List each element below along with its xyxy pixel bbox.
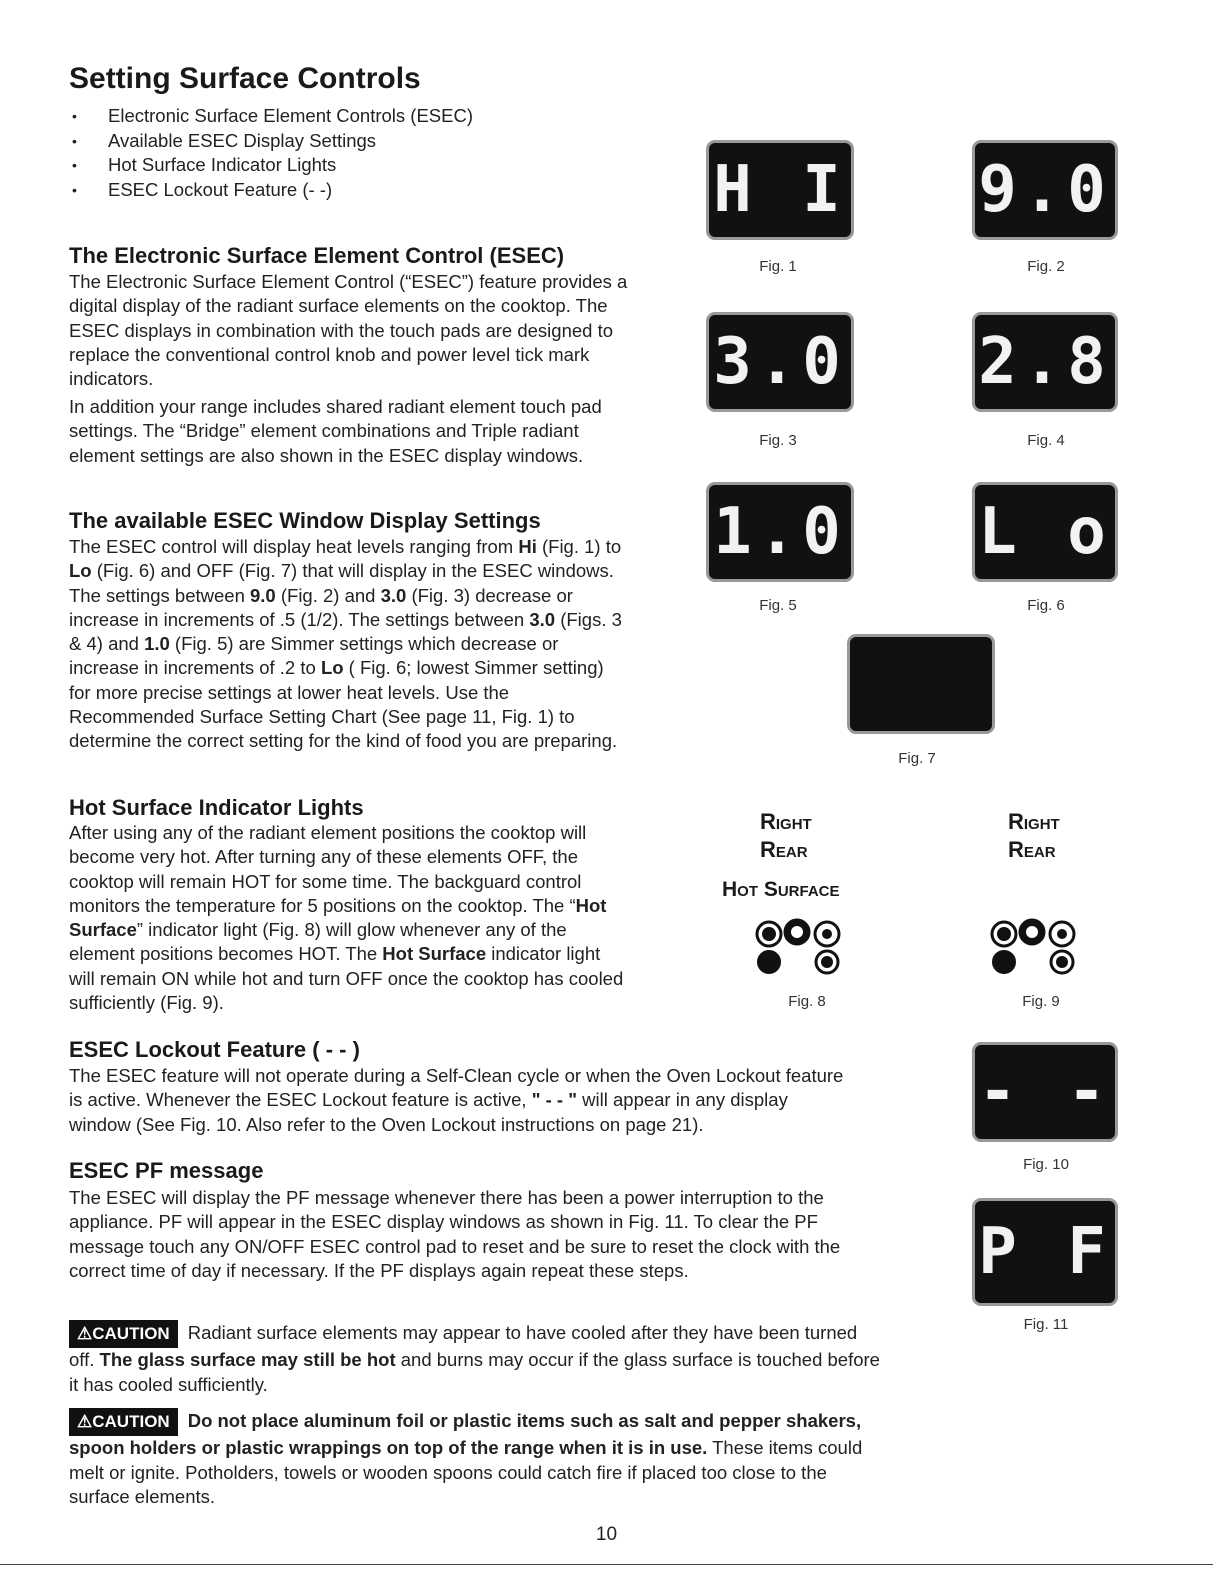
- burner-indicator-fig8: [755, 918, 845, 978]
- figure-caption: Fig. 7: [898, 750, 936, 767]
- page-number: 10: [595, 1524, 618, 1545]
- esec-paragraph-1: The Electronic Surface Element Control (“ESEC”) feature provides a digital display of the radiant surface elements on the cooktop. The ESEC displays in combination with the touch pads are designed to replace the conventional control knob and power level tick mark indicators.: [69, 271, 628, 390]
- figure-caption: Fig. 9: [1022, 993, 1060, 1010]
- bottom-rule: [0, 1564, 1213, 1565]
- indicator-label-fig9: Right Rear: [1008, 809, 1060, 862]
- figure-caption: Fig. 10: [1023, 1156, 1069, 1173]
- figure-caption: Fig. 8: [788, 993, 826, 1010]
- section-heading-hot: Hot Surface Indicator Lights: [69, 795, 364, 820]
- section-heading-available: The available ESEC Window Display Settings: [69, 508, 541, 533]
- page-title: Setting Surface Controls: [69, 62, 421, 95]
- esec-paragraph-2: In addition your range includes shared radiant element touch pad settings. The “Bridge” element combinations and Triple radiant element settings are also shown in the ESEC display windows.: [69, 396, 602, 466]
- figure-caption: Fig. 2: [1027, 258, 1065, 275]
- figure-caption: Fig. 5: [759, 597, 797, 614]
- figure-caption: Fig. 4: [1027, 432, 1065, 449]
- section-heading-pf: ESEC PF message: [69, 1158, 264, 1183]
- warning-icon: ⚠: [77, 1324, 93, 1343]
- esec-display-fig3: 3.0: [706, 312, 854, 412]
- burner-indicator-fig9: [990, 918, 1080, 978]
- burner-icon: [757, 920, 839, 973]
- esec-display-fig6: L o: [972, 482, 1118, 582]
- figure-caption: Fig. 1: [759, 258, 797, 275]
- esec-display-fig5: 1.0: [706, 482, 854, 582]
- caution-label: ⚠CAUTION: [69, 1408, 178, 1436]
- list-item: • Available ESEC Display Settings: [72, 129, 473, 154]
- caution-1: ⚠CAUTION Radiant surface elements may appear to have cooled after they have been turned off. The glass surface may still be hot and burns may occur if the glass surface is touched before it has cooled sufficiently.: [69, 1322, 880, 1395]
- esec-display-fig1: H I: [706, 140, 854, 240]
- list-item: • ESEC Lockout Feature (- -): [72, 178, 473, 203]
- esec-display-fig11: P F: [972, 1198, 1118, 1306]
- topic-list: [72, 104, 473, 202]
- caution-2: ⚠CAUTION Do not place aluminum foil or plastic items such as salt and pepper shakers, spoon holders or plastic wrappings on top of the range when it is in use. These items could melt or ignite. Potholders, towels or wooden spoons could catch fire if placed too close to the surface elements.: [69, 1410, 863, 1507]
- list-item: • Hot Surface Indicator Lights: [72, 153, 473, 178]
- esec-display-fig7: [847, 634, 995, 734]
- esec-display-fig2: 9.0: [972, 140, 1118, 240]
- pf-paragraph: The ESEC will display the PF message whenever there has been a power interruption to the appliance. PF will appear in the ESEC display windows as shown in Fig. 11. To clear the PF message touch any ON/OFF ESEC control pad to reset and be sure to reset the clock with the correct time of day if necessary. If the PF displays again repeat these steps.: [69, 1187, 841, 1281]
- indicator-label-fig8: Right Rear: [760, 809, 812, 862]
- hot-paragraph: After using any of the radiant element positions the cooktop will become very hot. After turning any of these elements OFF, the cooktop will remain HOT for some time. The backguard control monitors the temperature for 5 positions on the cooktop. The “Hot Surface” indicator light (Fig. 8) will glow whenever any of the element positions becomes HOT. The Hot Surface indicator light will remain ON while hot and turn OFF once the cooktop has cooled sufficiently (Fig. 9).: [69, 822, 624, 1014]
- lockout-paragraph: The ESEC feature will not operate during a Self-Clean cycle or when the Oven Lockout feature is active. Whenever the ESEC Lockout feature is active, " - - " will appear in any display window (See Fig. 10. Also refer to the Oven Lockout instructions on page 21).: [69, 1065, 844, 1135]
- hot-surface-label: Hot Surface: [722, 878, 840, 901]
- figure-caption: Fig. 11: [1023, 1316, 1069, 1333]
- esec-display-fig10: - -: [972, 1042, 1118, 1142]
- warning-icon: ⚠: [77, 1412, 93, 1431]
- figure-caption: Fig. 3: [759, 432, 797, 449]
- burner-icon: [992, 920, 1074, 973]
- section-heading-esec: The Electronic Surface Element Control (ESEC): [69, 243, 565, 268]
- esec-display-fig4: 2.8: [972, 312, 1118, 412]
- caution-label: ⚠CAUTION: [69, 1320, 178, 1348]
- list-item: • Electronic Surface Element Controls (ESEC): [72, 104, 473, 129]
- section-heading-lockout: ESEC Lockout Feature ( - - ): [69, 1037, 360, 1062]
- available-paragraph: The ESEC control will display heat levels ranging from Hi (Fig. 1) to Lo (Fig. 6) and OFF (Fig. 7) that will display in the ESEC windows. The settings between 9.0 (Fig. 2) and 3.0 (Fig. 3) decrease or increase in increments of .5 (1/2). The settings between 3.0 (Figs. 3 & 4) and 1.0 (Fig. 5) are Simmer settings which decrease or increase in increments of .2 to Lo ( Fig. 6; lowest Simmer setting) for more precise settings at lower heat levels. Use the Recommended Surface Setting Chart (See page 11, Fig. 1) to determine the correct setting for the kind of food you are preparing.: [69, 536, 622, 752]
- figure-caption: Fig. 6: [1027, 597, 1065, 614]
